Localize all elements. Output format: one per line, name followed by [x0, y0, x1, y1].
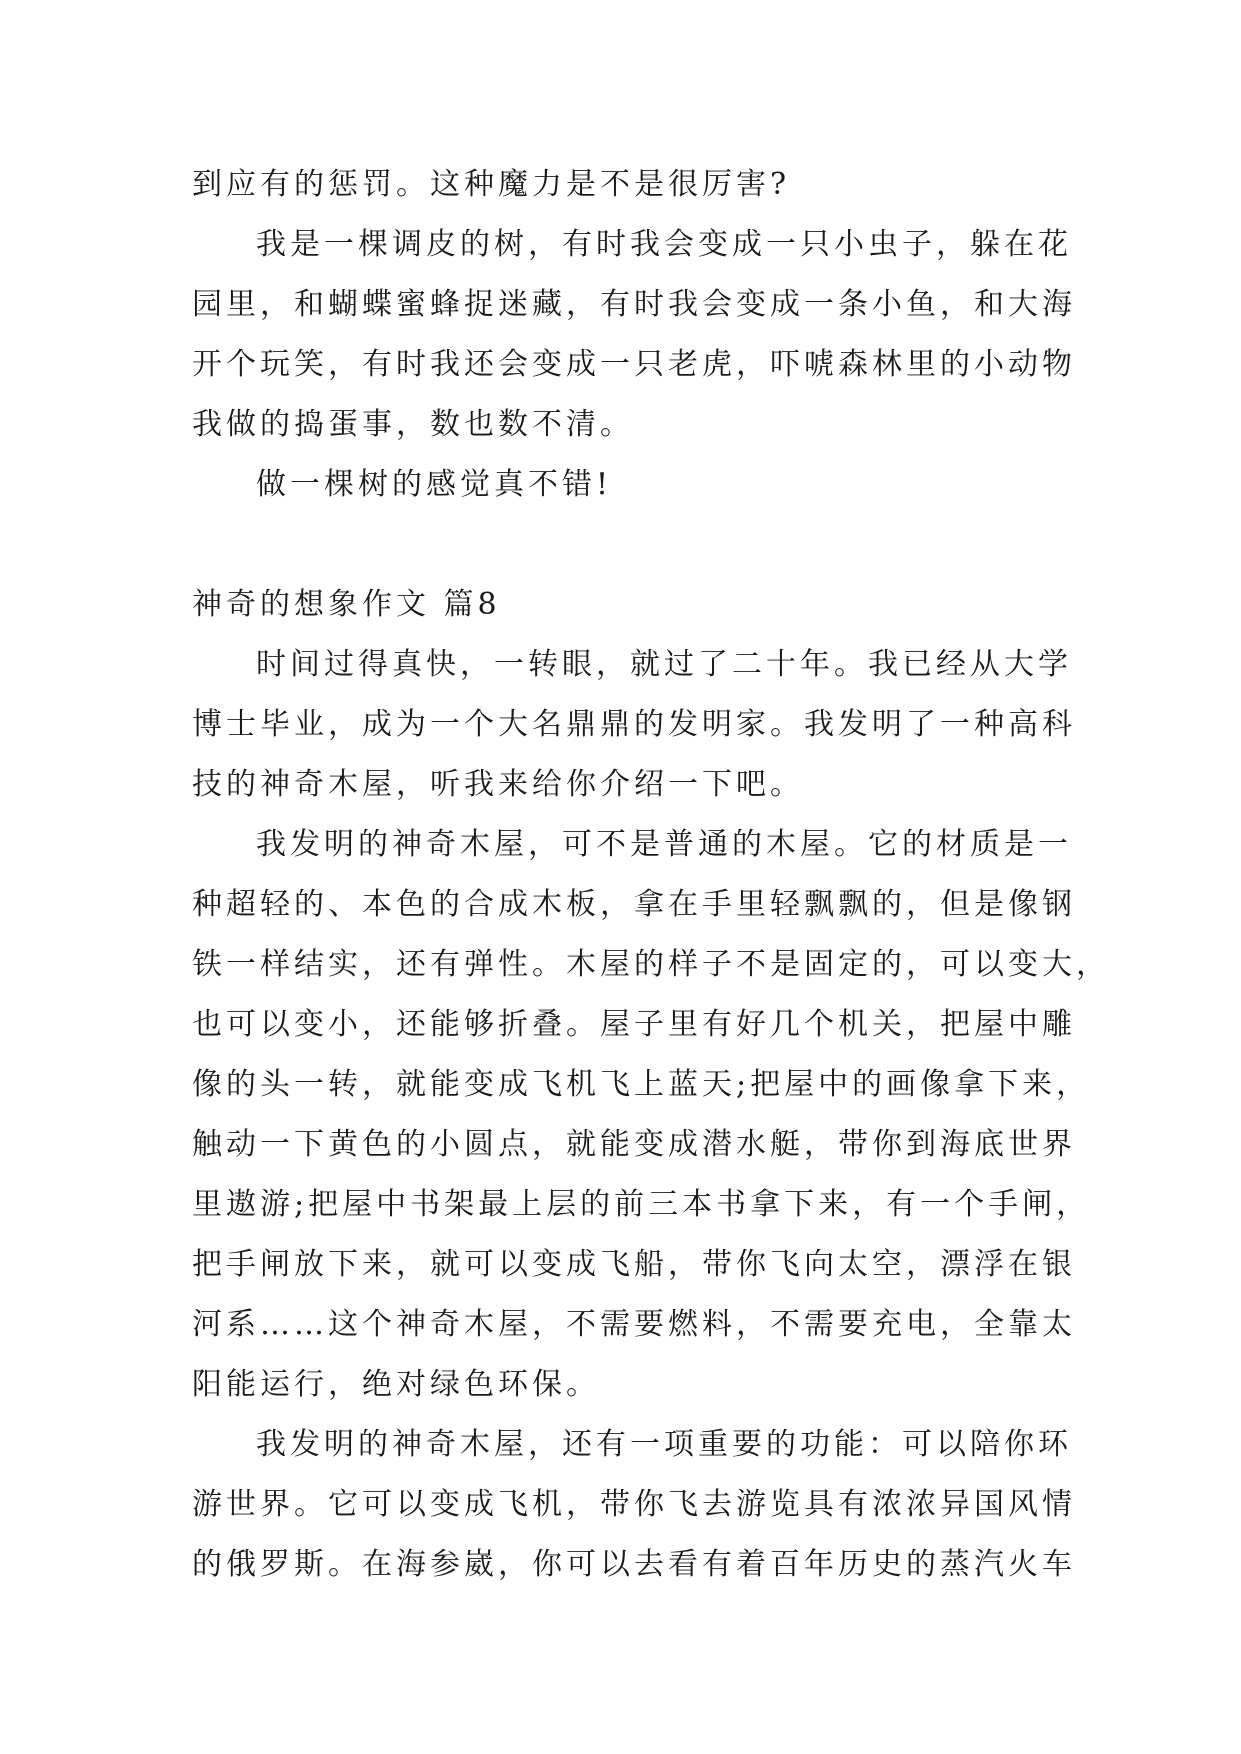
text-line: 里遨游;把屋中书架最上层的前三本书拿下来，有一个手闸，	[192, 1187, 1091, 1222]
section-heading: 神奇的想象作文 篇8	[192, 587, 501, 622]
text-line: 开个玩笑，有时我还会变成一只老虎，吓唬森林里的小动物	[192, 347, 1076, 382]
text-line: 铁一样结实，还有弹性。木屋的样子不是固定的，可以变大，	[192, 947, 1110, 982]
text-line: 也可以变小，还能够折叠。屋子里有好几个机关，把屋中雕	[192, 1007, 1076, 1042]
text-line: 技的神奇木屋，听我来给你介绍一下吧。	[192, 767, 804, 802]
text-line: 的俄罗斯。在海参崴，你可以去看有着百年历史的蒸汽火车	[192, 1547, 1076, 1582]
text-line: 像的头一转，就能变成飞机飞上蓝天;把屋中的画像拿下来，	[192, 1067, 1091, 1102]
text-line: 阳能运行，绝对绿色环保。	[192, 1367, 600, 1402]
text-line: 做一棵树的感觉真不错!	[256, 467, 613, 502]
document-body	[192, 155, 1110, 1595]
section-spacer	[192, 515, 1052, 575]
text-line: 种超轻的、本色的合成木板，拿在手里轻飘飘的，但是像钢	[192, 887, 1076, 922]
text-line: 把手闸放下来，就可以变成飞船，带你飞向太空，漂浮在银	[192, 1247, 1076, 1282]
text-line: 我是一棵调皮的树，有时我会变成一只小虫子，躲在花	[256, 227, 1072, 262]
text-line: 到应有的惩罚。这种魔力是不是很厉害?	[192, 167, 791, 202]
text-line: 我做的捣蛋事，数也数不清。	[192, 407, 634, 442]
text-line: 我发明的神奇木屋，还有一项重要的功能：可以陪你环	[256, 1427, 1072, 1462]
text-line: 游世界。它可以变成飞机，带你飞去游览具有浓浓异国风情	[192, 1487, 1076, 1522]
text-line: 触动一下黄色的小圆点，就能变成潜水艇，带你到海底世界	[192, 1127, 1076, 1162]
text-line: 时间过得真快，一转眼，就过了二十年。我已经从大学	[256, 647, 1072, 682]
text-line: 我发明的神奇木屋，可不是普通的木屋。它的材质是一	[256, 827, 1072, 862]
text-line: 河系……这个神奇木屋，不需要燃料，不需要充电，全靠太	[192, 1307, 1076, 1342]
text-line: 园里，和蝴蝶蜜蜂捉迷藏，有时我会变成一条小鱼，和大海	[192, 287, 1076, 322]
text-line: 博士毕业，成为一个大名鼎鼎的发明家。我发明了一种高科	[192, 707, 1076, 742]
